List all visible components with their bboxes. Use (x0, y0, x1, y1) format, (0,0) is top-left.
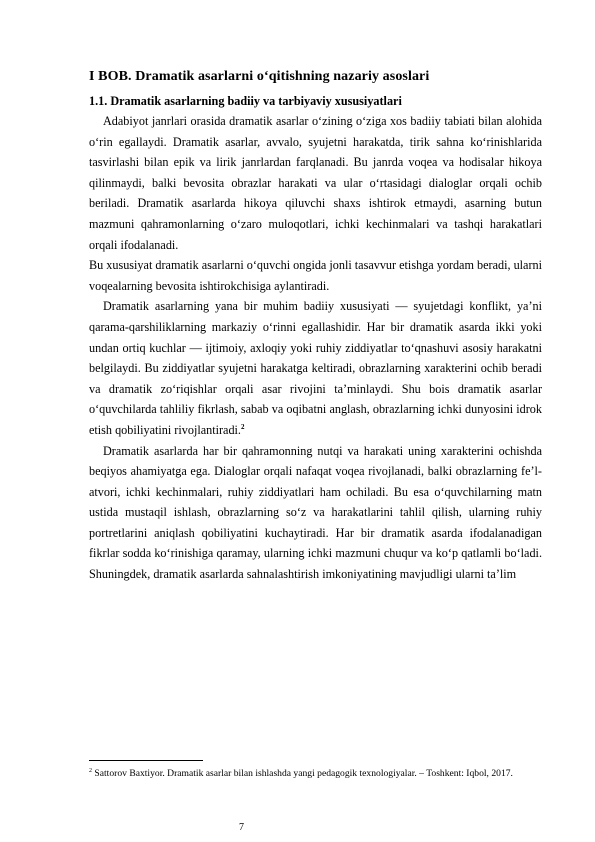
paragraph-3-text: Dramatik asarlarning yana bir muhim badiiy xususiyati — syujetdagi konflikt, ya’ni qarama-qarshiliklarning markaziy o‘rinni egallashidir. Har bir dramatik asarda ikki yoki undan ortiq kuchlar — ijtimoiy, axloqiy yoki ruhiy ziddiyatlar to‘qnashuvi asosiy harakatni belgilaydi. Bu ziddiyatlar syujetni harakatga keltiradi, obrazlarning xarakterini ochib beradi va dramatik zo‘riqishlar orqali asar rivojini ta’minlaydi. Shu bois dramatik asarlar o‘quvchilarda tahliliy fikrlash, sabab va oqibatni anglash, obrazlarning ichki dunyosini idrok etish qobiliyatini rivojlantiradi. (89, 299, 542, 437)
chapter-title: I BOB. Dramatik asarlarni o‘qitishning nazariy asoslari (89, 69, 430, 84)
footnote (89, 764, 542, 784)
paragraph-3 (89, 296, 542, 440)
footnote-divider (89, 760, 203, 761)
paragraph-4: Dramatik asarlarda har bir qahramonning nutqi va harakati uning xarakterini ochishda beqiyos ahamiyatga ega. Dialoglar orqali nafaqat voqea rivojlanadi, balki obrazlarning fe’l-atvori, ichki kechinmalari, ruhiy ziddiyatlari ham ochiladi. Bu esa o‘quvchilarning matn ustida mustaqil ishlash, obrazlarning so‘z va harakatlarini tahlil qilish, ularning ruhiy portretlarini aniqlash qobiliyatini kuchaytiradi. Har bir dramatik asarda ifodalanadigan fikrlar sodda ko‘rinishiga qaramay, ularning ichki mazmuni chuqur va ko‘p qatlamli bo‘ladi. Shuningdek, dramatik asarlarda sahnalashtirish imkoniyatining mavjudligi ularni ta’lim (89, 443, 542, 582)
footnote-text: Sattorov Baxtiyor. Dramatik asarlar bilan ishlashda yangi pedagogik texnologiyalar. – Toshkent: Iqbol, 2017. (94, 768, 513, 779)
footnote-marker: 2 (89, 767, 92, 774)
page-content (89, 68, 542, 585)
section-title: 1.1. Dramatik asarlarning badiiy va tarbiyaviy xususiyatlari (89, 94, 402, 108)
footnote-reference[interactable]: 2 (240, 422, 245, 431)
paragraph-2: Bu xususiyat dramatik asarlarni o‘quvchi ongida jonli tasavvur etishga yordam beradi, ularni voqealarning bevosita ishtirokchisiga aylantiradi. (89, 258, 542, 293)
paragraph-1: Adabiyot janrlari orasida dramatik asarlar o‘zining o‘ziga xos badiiy tabiati bilan alohida o‘rin egallaydi. Dramatik asarlar, avvalo, syujetni harakatda, tirik sahna ko‘rinishlarida tasvirlashi bilan epik va lirik janrlardan farqlanadi. Bu janrda voqea va hodisalar hikoya qilinmaydi, balki bevosita obrazlar harakati va ular o‘rtasidagi dialoglar orqali ochib beriladi. Dramatik asarlarda hikoya qiluvchi shaxs ishtirok etmaydi, asarning butun mazmuni qahramonlarning o‘zaro muloqotlari, ichki kechinmalari va tashqi harakatlari orqali ifodalanadi. (89, 114, 542, 252)
page-number: 7 (239, 822, 244, 833)
